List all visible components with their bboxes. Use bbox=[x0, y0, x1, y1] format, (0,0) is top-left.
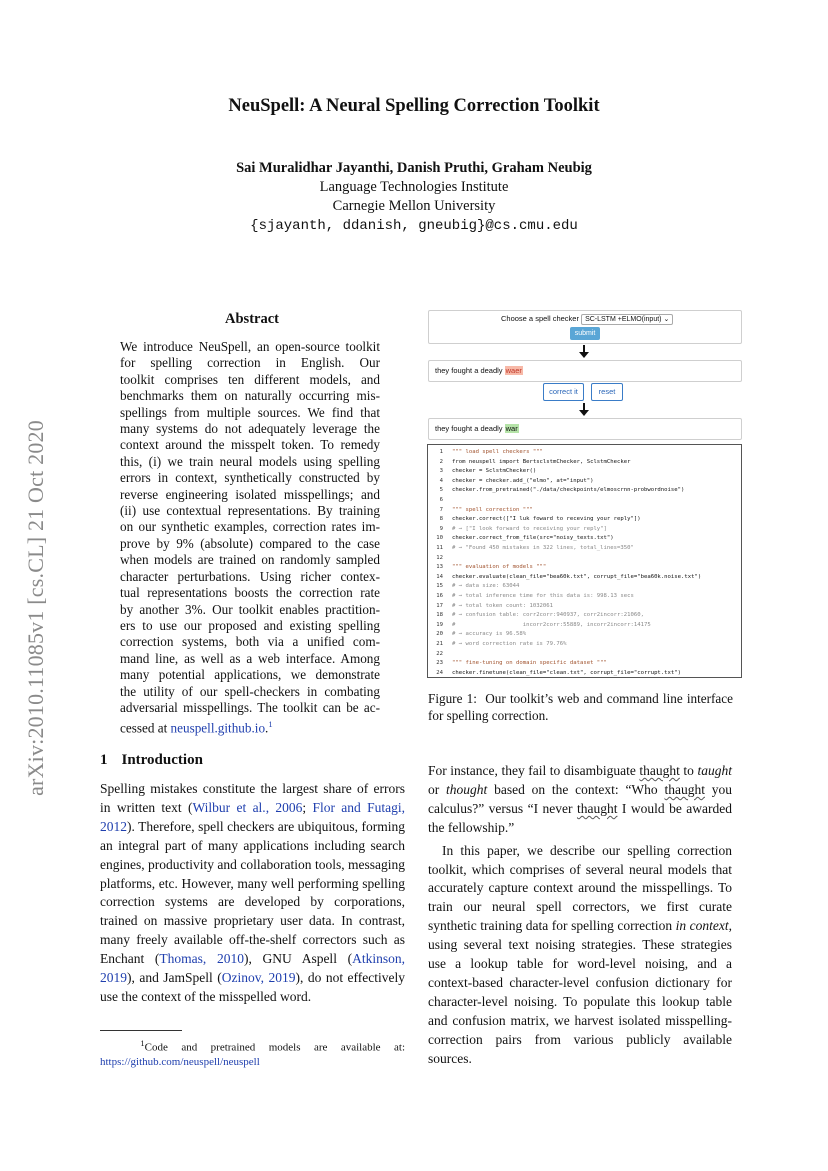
footnote-divider bbox=[100, 1030, 182, 1031]
citation-year: 2019 bbox=[268, 970, 296, 986]
code-line-number: 19 bbox=[436, 621, 443, 628]
misspelled-word: waer bbox=[505, 366, 522, 375]
section-heading bbox=[100, 752, 203, 769]
citation-link[interactable] bbox=[192, 800, 302, 815]
code-line: checker.correct_from_file(src="noisy_texts.txt") bbox=[452, 535, 614, 542]
abstract-line: context around the misspelt token. To remedy bbox=[120, 437, 380, 453]
citation-year: 2010 bbox=[216, 951, 244, 967]
author-emails: {sjayanth, ddanish, gneubig}@cs.cmu.edu bbox=[250, 218, 578, 234]
abstract-line: prove by 9% (absolute) compared to the case bbox=[120, 535, 380, 551]
code-line: checker = checker.add_("elmo", at="input") bbox=[452, 477, 594, 484]
code-line-number: 3 bbox=[439, 468, 443, 475]
abstract-line: ers to use our proposed and existing spelling bbox=[120, 617, 380, 633]
code-line-number: 11 bbox=[436, 545, 443, 551]
citation-sep: , bbox=[265, 799, 276, 815]
intro-text: to bbox=[679, 763, 698, 778]
intro-text: ), and JamSpell ( bbox=[127, 970, 222, 986]
abstract-line: on our synthetic examples, correction rates im- bbox=[120, 519, 380, 535]
down-arrow-icon bbox=[579, 403, 589, 417]
abstract-line: (ii) use contextual representations. By training bbox=[120, 503, 380, 519]
code-line: # → "Found 450 mistakes in 322 lines, total_lines=350" bbox=[452, 545, 634, 551]
code-line-number: 2 bbox=[439, 458, 443, 465]
intro-text: In this paper, we describe our spelling correction toolkit, which comprises of several neural models that accurately capture context around the misspellings. To train our neural spell correctors, we first curate synthetic training data for spelling correction bbox=[428, 842, 732, 934]
misspelled-example: thaught bbox=[639, 763, 680, 778]
intro-text: ; bbox=[302, 799, 313, 815]
input-text-panel[interactable] bbox=[428, 360, 742, 382]
code-line: from neuspell import BertsclstmChecker, SclstmChecker bbox=[452, 458, 631, 465]
abstract-line: when models are trained on randomly sampled bbox=[120, 552, 380, 568]
checker-select-value: SC-LSTM +ELMO(input) bbox=[585, 316, 662, 323]
code-line-number: 10 bbox=[436, 535, 443, 542]
abstract-line: benchmarks them on naturally occurring mis- bbox=[120, 388, 380, 404]
abstract-body bbox=[120, 339, 380, 737]
footnote-url[interactable]: https://github.com/neuspell/neuspell bbox=[100, 1055, 260, 1068]
section-number: 1 bbox=[100, 752, 108, 768]
choose-checker-label: Choose a spell checker bbox=[501, 314, 579, 323]
code-line: # → data size: 63044 bbox=[452, 583, 520, 590]
reset-button[interactable]: reset bbox=[591, 383, 623, 401]
code-line-number: 24 bbox=[436, 669, 443, 676]
abstract-line: by another 3%. Our toolkit enables practition- bbox=[120, 601, 380, 617]
input-text bbox=[435, 366, 523, 375]
correct-it-button[interactable]: correct it bbox=[543, 383, 584, 401]
intro-text: based on the context: “Who bbox=[487, 781, 665, 797]
code-line: # → confusion table: corr2corr:940937, corr2incorr:21060, bbox=[452, 612, 644, 619]
code-line: # → word correction rate is 79.76% bbox=[452, 641, 567, 647]
affiliation-institute: Language Technologies Institute bbox=[319, 179, 509, 195]
code-line-number: 20 bbox=[436, 631, 443, 638]
code-listing bbox=[427, 444, 742, 678]
citation-author: Thomas bbox=[159, 951, 203, 967]
citation-author: Flor and Futagi bbox=[312, 799, 402, 815]
code-line: """ fine-tuning on domain specific dataset """ bbox=[452, 660, 607, 667]
code-line-number: 4 bbox=[439, 477, 443, 484]
checker-select-panel bbox=[428, 310, 742, 344]
citation-sep: , bbox=[401, 799, 405, 815]
corrected-word: war bbox=[505, 424, 518, 433]
intro-text: Spelling mistakes constitute the largest share of errors in written text ( bbox=[100, 781, 405, 815]
emphasis-text: in context bbox=[675, 918, 729, 934]
abstract-line: spellings from multiple sources. We find that bbox=[120, 404, 380, 420]
paper-authors: Sai Muralidhar Jayanthi, Danish Pruthi, Graham Neubig bbox=[236, 160, 592, 176]
code-line: checker.evaluate(clean_file="bea60k.txt", corrupt_file="bea60k.noise.txt") bbox=[452, 573, 702, 580]
code-line: checker.from_pretrained("./data/checkpoints/elmoscrnn-probwordnoise") bbox=[452, 487, 685, 494]
code-line-number: 16 bbox=[436, 593, 443, 599]
code-line-number: 12 bbox=[436, 554, 443, 561]
figure-caption bbox=[428, 690, 733, 724]
citation-sep: , bbox=[401, 951, 405, 967]
code-line: # incorr2corr:55889, incorr2incorr:14175 bbox=[452, 621, 651, 628]
abstract-line: toolkit comprises ten different models, and bbox=[120, 371, 380, 387]
intro-right-paragraph-1 bbox=[428, 762, 732, 838]
caption-text: Our toolkit’s web and command line interface for spelling correction. bbox=[428, 691, 733, 723]
code-line: """ load spell checkers """ bbox=[452, 449, 543, 455]
example-word: thought bbox=[446, 781, 488, 797]
abstract-line: adversarial misspellings. The toolkit can be ac- bbox=[120, 699, 380, 715]
citation-author: Ozinov bbox=[221, 970, 261, 986]
abstract-line: the utility of our spell-checkers in combating bbox=[120, 683, 380, 699]
intro-left-paragraph bbox=[100, 780, 405, 1007]
down-arrow-icon bbox=[579, 345, 589, 359]
abstract-last-line bbox=[120, 716, 380, 737]
abstract-last-prefix: cessed at bbox=[120, 720, 171, 736]
section-title: Introduction bbox=[121, 752, 203, 768]
code-line-number: 9 bbox=[439, 525, 443, 532]
arxiv-stamp bbox=[14, 368, 58, 848]
abstract-line: correction systems, both via a unified com- bbox=[120, 634, 380, 650]
intro-text: ), GNU Aspell ( bbox=[243, 951, 353, 967]
abstract-line: many systems do not adequately leverage the bbox=[120, 421, 380, 437]
footnote bbox=[100, 1036, 405, 1069]
code-line-number: 6 bbox=[439, 497, 443, 503]
misspelled-example: thaught bbox=[576, 800, 618, 816]
abstract-line: tual representations boosts the correction rate bbox=[120, 585, 380, 601]
code-line-number: 1 bbox=[439, 449, 443, 455]
toolkit-link[interactable]: neuspell.github.io bbox=[170, 720, 266, 736]
chevron-down-icon: ⌄ bbox=[663, 316, 670, 323]
intro-text: you calculus?” versus “I never bbox=[428, 781, 733, 816]
output-text-prefix: they fought a deadly bbox=[435, 424, 505, 433]
citation-link[interactable] bbox=[159, 951, 244, 966]
code-line-number: 5 bbox=[439, 487, 443, 494]
abstract-lines bbox=[120, 339, 380, 716]
footnote-mark: 1 bbox=[140, 1038, 145, 1048]
submit-button[interactable]: submit bbox=[570, 327, 600, 340]
citation-year: 2012 bbox=[100, 818, 127, 834]
footnote-text: Code and pretrained models are available at: bbox=[144, 1041, 405, 1054]
code-line-number: 8 bbox=[439, 516, 443, 523]
code-line-number: 7 bbox=[439, 506, 443, 513]
footnote-ref[interactable]: 1 bbox=[268, 719, 273, 730]
choose-checker-row bbox=[501, 314, 673, 325]
code-line: checker.correct(["I luk foward to receving your reply"]) bbox=[452, 516, 641, 523]
misspelled-example: thaught bbox=[664, 781, 705, 797]
abstract-line: for spelling correction in English. Our bbox=[120, 355, 380, 371]
input-text-prefix: they fought a deadly bbox=[435, 366, 505, 375]
abstract-line: many potential applications, we demonstrate bbox=[120, 667, 380, 683]
output-text-panel bbox=[428, 418, 742, 440]
code-line-number: 15 bbox=[436, 583, 443, 590]
abstract-last-suffix: . bbox=[265, 720, 269, 736]
paper-title: NeuSpell: A Neural Spelling Correction Toolkit bbox=[228, 96, 600, 116]
intro-text: For instance, they fail to disambiguate bbox=[428, 763, 640, 778]
abstract-line: mand line, as well as a web interface. Among bbox=[120, 650, 380, 666]
code-line-number: 21 bbox=[436, 641, 443, 647]
abstract-line: character perturbations. Using richer contex- bbox=[120, 568, 380, 584]
abstract-line: reverse engineering isolated misspellings; and bbox=[120, 486, 380, 502]
code-line-number: 17 bbox=[436, 602, 443, 609]
intro-text: ), do not effectively use the context of the misspelled word. bbox=[100, 970, 406, 1004]
citation-author: Atkinson bbox=[352, 951, 402, 967]
intro-text: , using several text noising strategies. These strategies use a lookup table for word-level noising, and a context-based character-level confusion dictionary for character-level noising. To populate this lookup table and confusion matrix, we harvest isolated misspelling-correction pairs from various publicly available sources. bbox=[428, 918, 732, 1066]
citation-year: 2019 bbox=[100, 970, 127, 986]
intro-right-column bbox=[428, 762, 732, 1069]
abstract-line: errors in context, synthetically constructed by bbox=[120, 470, 380, 486]
abstract-line: this, (i) we train neural models using spelling bbox=[120, 453, 380, 469]
citation-author: Wilbur et al. bbox=[192, 799, 266, 815]
code-line: """ evaluation of models """ bbox=[452, 564, 547, 571]
code-line: # → accuracy is 96.58% bbox=[452, 631, 527, 638]
code-line-number: 23 bbox=[436, 660, 443, 667]
code-line-number: 13 bbox=[436, 564, 443, 571]
code-line: # → ["I look forward to receiving your reply"] bbox=[452, 525, 607, 532]
code-line-number: 22 bbox=[436, 650, 443, 657]
code-line: checker.finetune(clean_file="clean.txt", corrupt_file="corrupt.txt") bbox=[452, 669, 682, 676]
arxiv-id: arXiv:2010.11085v1 [cs.CL] 21 Oct 2020 bbox=[23, 420, 48, 796]
caption-label: Figure 1: bbox=[428, 691, 477, 706]
example-word: taught bbox=[697, 763, 732, 778]
intro-text: I would be awarded the fellowship.” bbox=[428, 800, 732, 835]
code-line-number: 18 bbox=[436, 612, 443, 619]
code-line: # → total inference time for this data is: 998.13 secs bbox=[452, 593, 634, 599]
intro-text: ). Therefore, spell checkers are ubiquitous, forming an integral part of many applications including search engines, productivity and collaboration tools, messaging platforms, etc. However, many well performing spelling correction systems are developed by corporations, trained on massive proprietary user data. In contrast, many freely available off-the-shelf correctors such as Enchant ( bbox=[100, 818, 405, 967]
citation-sep: , bbox=[202, 951, 217, 967]
code-line: # → total token count: 1032061 bbox=[452, 602, 554, 609]
output-text bbox=[435, 424, 519, 433]
intro-right-paragraph-2 bbox=[428, 842, 732, 1069]
code-line-number: 14 bbox=[436, 573, 443, 580]
citation-year: 2006 bbox=[275, 799, 303, 815]
code-line: checker = SclstmChecker() bbox=[452, 468, 537, 475]
citation-sep: , bbox=[260, 970, 269, 986]
abstract-heading: Abstract bbox=[225, 311, 279, 327]
abstract-line: We introduce NeuSpell, an open-source toolkit bbox=[120, 339, 380, 354]
intro-text: or bbox=[428, 781, 447, 797]
checker-select[interactable] bbox=[581, 314, 673, 325]
citation-link[interactable] bbox=[222, 970, 296, 985]
code-line: """ spell correction """ bbox=[452, 506, 533, 513]
affiliation-university: Carnegie Mellon University bbox=[332, 198, 496, 214]
